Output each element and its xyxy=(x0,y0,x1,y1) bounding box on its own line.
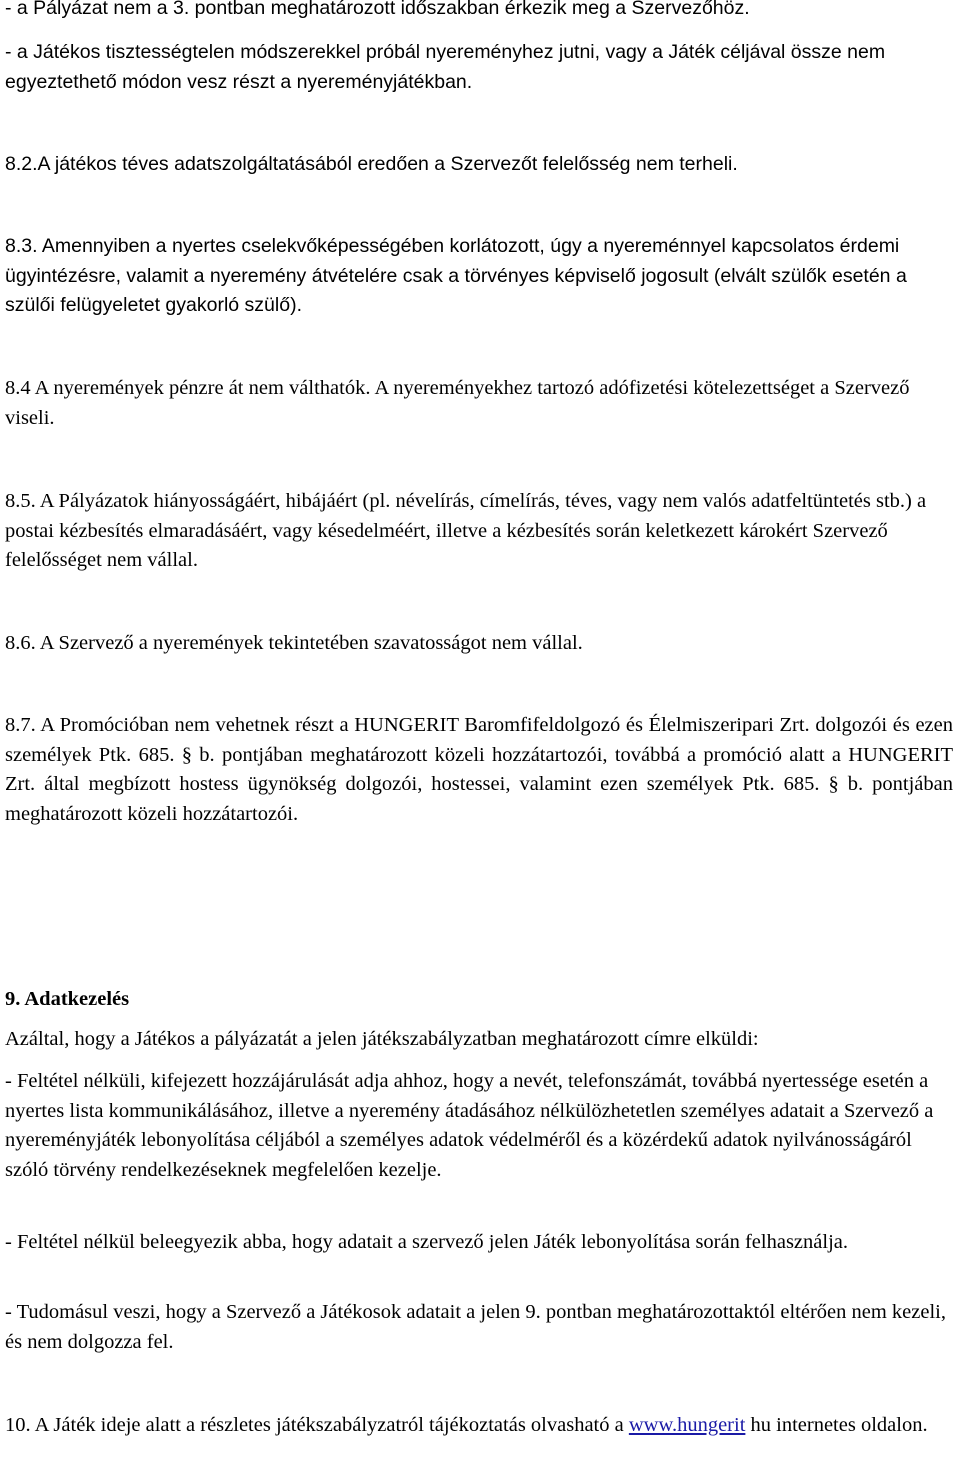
section-10-text-before: 10. A Játék ideje alatt a részletes játékszabályzatról tájékoztatás olvasható a xyxy=(5,1414,629,1436)
section-10 xyxy=(5,1411,953,1441)
section-8-6: 8.6. A Szervező a nyeremények tekintetében szavatosságot nem vállal. xyxy=(5,632,583,654)
section-8-7: 8.7. A Promócióban nem vehetnek részt a HUNGERIT Baromfifeldolgozó és Élelmiszeripari Zrt. dolgozói és ezen személyek Ptk. 685. § b. pontjában meghatározott közeli hozzátartozói, továbbá a promóció alatt a HUNGERIT Zrt. által megbízott hostess ügynökség dolgozói, hostessei, valamint ezen személyek Ptk. 685. § b. pontjában meghatározott közeli hozzátartozói. xyxy=(5,714,953,825)
website-link[interactable]: www.hungerit xyxy=(628,1414,746,1436)
condition-item-late-entry: - a Pályázat nem a 3. pontban meghatározott időszakban érkezik meg a Szervezőhöz. xyxy=(5,0,750,19)
section-9-item-consent: - Feltétel nélküli, kifejezett hozzájárulását adja ahhoz, hogy a nevét, telefonszámát, továbbá nyertessége esetén a nyertes lista kommunikálásához, illetve a nyeremény átadásához nélkülözhetetlen személyes adatait a Szervező a nyereményjáték lebonyolítása céljából a személyes adatok védelméről és a közérdekű adatok nyilvánosságáról szóló törvény rendelkezéseknek megfelelően kezelje. xyxy=(5,1070,934,1181)
condition-item-unfair-player: - a Játékos tisztességtelen módszerekkel próbál nyereményhez jutni, vagy a Játék céljával össze nem egyeztethető módon vesz részt a nyereményjátékban. xyxy=(5,41,886,93)
section-8-3: 8.3. Amennyiben a nyertes cselekvőképességében korlátozott, úgy a nyereménnyel kapcsolatos érdemi ügyintézésre, valamit a nyeremény átvételére csak a törvényes képviselő jogosult (elvált szülők esetén a szülői felügyeletet gyakorló szülő). xyxy=(5,235,907,316)
section-9-intro: Azáltal, hogy a Játékos a pályázatát a jelen játékszabályzatban meghatározott címre elküldi: xyxy=(5,1028,759,1050)
section-9-item-usage: - Feltétel nélkül beleegyezik abba, hogy adatait a szervező jelen Játék lebonyolítása során felhasználja. xyxy=(5,1231,848,1253)
section-10-text-after: hu internetes oldalon. xyxy=(745,1414,928,1436)
section-8-2: 8.2.A játékos téves adatszolgáltatásából eredően a Szervezőt felelősség nem terheli. xyxy=(5,153,738,175)
section-9-heading: 9. Adatkezelés xyxy=(5,988,130,1010)
section-8-5: 8.5. A Pályázatok hiányosságáért, hibájáért (pl. névelírás, címelírás, téves, vagy nem valós adatfeltüntetés stb.) a postai kézbesítés elmaradásáért, vagy késedelméért, illetve a kézbesítés során keletkezett károkért Szervező felelősséget nem vállal. xyxy=(5,490,927,571)
section-8-4: 8.4 A nyeremények pénzre át nem válthatók. A nyereményekhez tartozó adófizetési kötelezettséget a Szervező viseli. xyxy=(5,377,910,429)
section-9-item-acknowledge: - Tudomásul veszi, hogy a Szervező a Játékosok adatait a jelen 9. pontban meghatározottaktól eltérően nem kezeli, és nem dolgozza fel. xyxy=(5,1301,946,1353)
